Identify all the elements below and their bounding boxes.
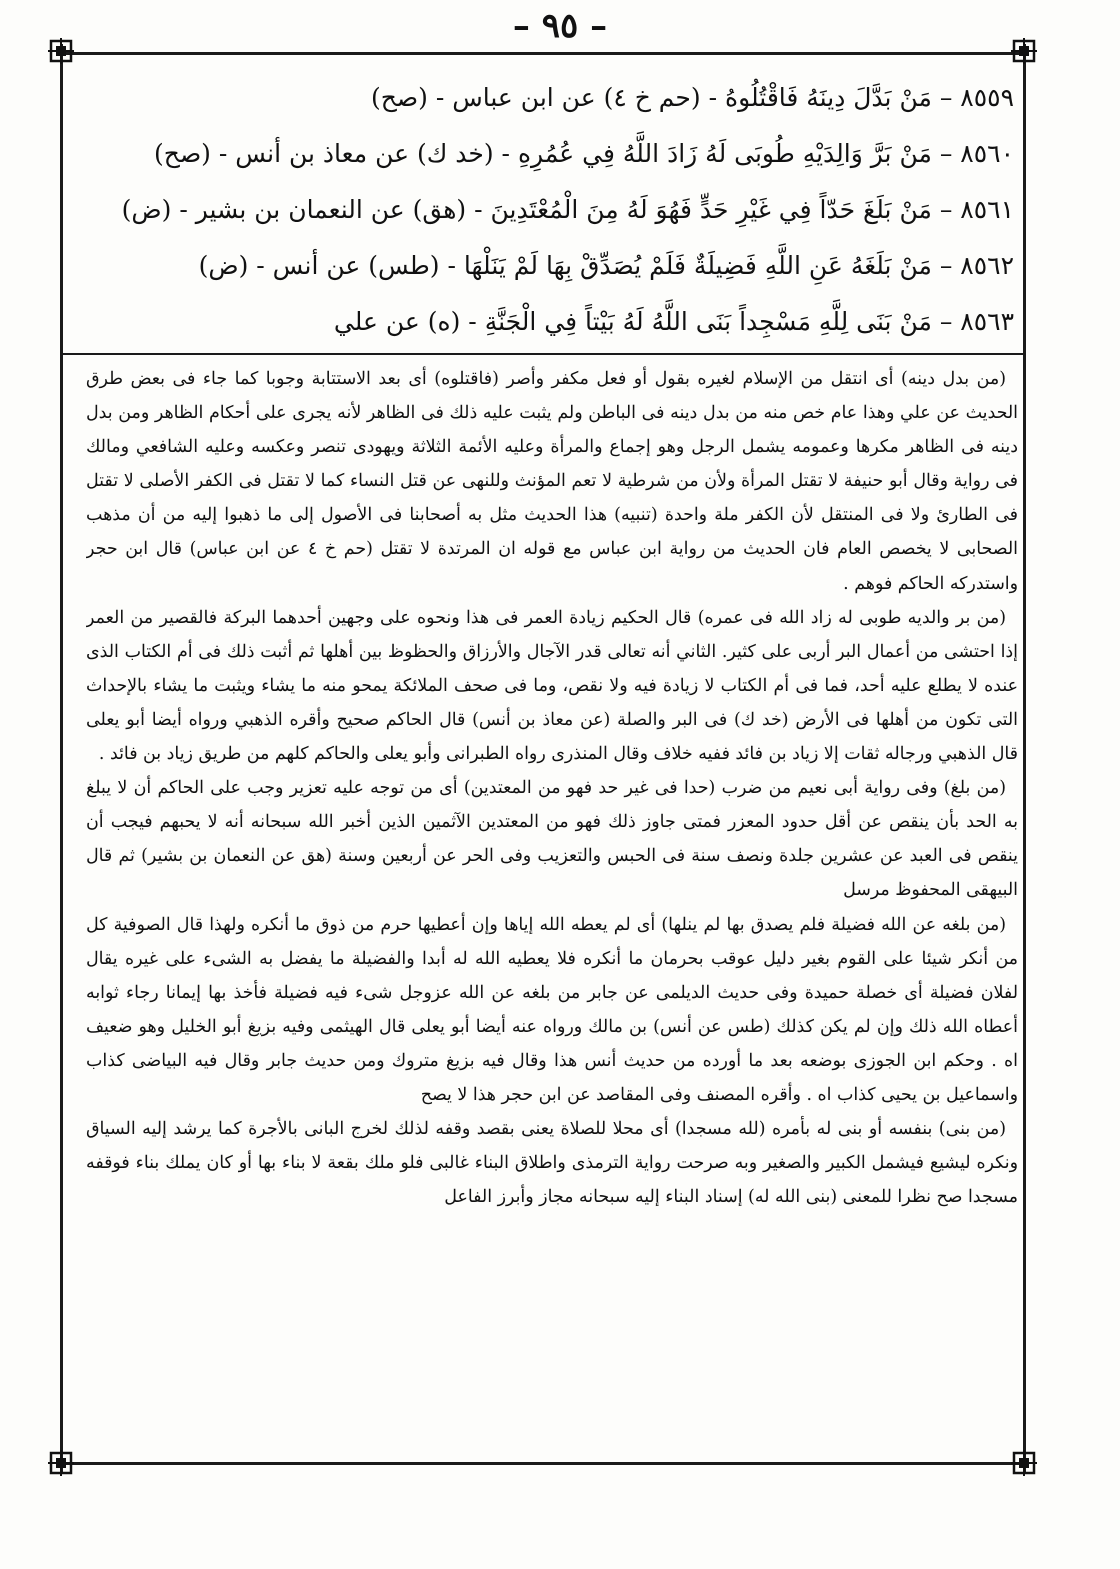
- frame-top-border: [62, 52, 1026, 55]
- commentary-paragraph: (من بدل دينه) أى انتقل من الإسلام لغيره بقول أو فعل مكفر وأصر (فاقتلوه) أى بعد الاستتابة وجوبا كما جاء فى بعض طرق الحديث عن علي وهذا عام خص منه من بدل دينه فى الباطن ولم يثبت عليه ذلك فى الظاهر لأنه يجرى على أحكام الظاهر ومن بدل دينه فى الظاهر مكرها وعمومه يشمل الرجل وهو إجماع والمرأة وعليه الأئمة الثلاثة ويهودى تنصر وعكسه وعليه الشافعي ومالك فى رواية وقال أبو حنيفة لا تقتل المرأة ولأن من شرطية لا تعم المؤنث وللنهى عن قتل النساء كما لا تقتل فى الكفر الأصلى لا تقتل فى الطارئ ولا فى المنتقل لأن الكفر ملة واحدة (تنبيه) هذا الحديث مثل به أصحابنا فى الأصول إلى ما ذهبوا إليه من أن مذهب الصحابى لا يخصص العام فان الحديث من رواية ابن عباس مع قوله ان المرتدة لا تقتل (حم خ ٤ عن ابن عباس) قال ابن حجر واستدركه الحاكم فوهم .: [86, 369, 1018, 594]
- ornamental-corner-icon: [48, 38, 74, 64]
- frame-bottom-border: [62, 1462, 1026, 1465]
- commentary-paragraph: (من بر والديه طوبى له زاد الله فى عمره) قال الحكيم زيادة العمر فى هذا ونحوه على وجهين أحدهما البركة فالقصير من العمر إذا احتشى من أعمال البر أربى على كثير. الثاني أنه تعالى قدر الآجال والأرزاق والحظوظ بين أهلها ثم أثبت ذلك فى أم الكتاب الذى عنده لا يطلع عليه أحد، فما فى أم الكتاب لا زيادة فيه ولا نقص، وما فى صحف الملائكة يمحو منه ما يشاء ويثبت ما يشاء بالإحداث التى تكون من أهلها فى الأرض (خد ك) فى البر والصلة (عن معاذ بن أنس) قال الحاكم صحيح وأقره الذهبي ورواه أيضا أبو يعلى قال الذهبي ورجاله ثقات إلا زياد بن فائد ففيه خلاف وقال المنذرى رواه الطبرانى وأبو يعلى والحاكم كلهم من طريق زياد بن فائد .: [86, 607, 1018, 765]
- commentary-paragraph: (من بلغه عن الله فضيلة فلم يصدق بها لم ينلها) أى لم يعطه الله إياها وإن أعطيها حرم من ذوق ما أنكره ولهذا قال الصوفية كل من أنكر شيئا على القوم بغير دليل عوقب بحرمان ما أنكره فلا يعطيه الله له أبدا والفضيلة ما يفضل به الشىء على غيره يقال لفلان فضيلة أى خصلة حميدة وفى حديث الديلمى عن جابر من بلغه عن الله عزوجل شىء فيه فضيلة فأخذ بها إيمانا رجاء ثوابه أعطاه الله ذلك وإن لم يكن كذلك (طس عن أنس) بن مالك ورواه عنه أيضا أبو يعلى قال الهيثمى وفيه بزيغ أبو الخليل وهو ضعيف اه . وحكم ابن الجوزى بوضعه بعد ما أورده من حديث أنس هذا وقال فيه بزيغ متروك ومن حديث جابر وقال فيه البياضى كذاب واسماعيل بن يحيى كذاب اه . وأقره المصنف وفى المقاصد عن ابن حجر هذا لا يصح: [86, 914, 1018, 1105]
- commentary-paragraph: (من بلغ) وفى رواية أبى نعيم من ضرب (حدا فى غير حد فهو من المعتدين) أى من توجه عليه تعزير وجب على الحاكم أن لا يبلغ به الحد بأن ينقص عن أقل حدود المعزر فمتى جاوز ذلك فهو من المعتدين الآثمين الذين أخبر الله سبحانه أنه لا يحبهم فيجب أن ينقص فى العبد عن عشرين جلدة ونصف سنة فى الحبس والتعزيب وفى الحر عن أربعين وسنة (هق عن النعمان بن بشير) ثم قال البيهقى المحفوظ مرسل: [86, 778, 1018, 901]
- ornamental-corner-icon: [48, 1450, 74, 1476]
- hadith-entry: ٨٥٦٠ – مَنْ بَرَّ وَالِدَيْهِ طُوبَى لَهُ زَادَ اللَّهُ فِي عُمُرِهِ - (خد ك) عن معاذ بن أنس - (صح): [154, 139, 1014, 168]
- frame-left-border: [60, 44, 63, 1472]
- commentary-section: [86, 362, 1018, 1458]
- hadith-list: [90, 70, 1014, 350]
- frame-right-border: [1023, 44, 1026, 1472]
- section-divider: [62, 353, 1024, 355]
- hadith-entry: ٨٥٥٩ – مَنْ بَدَّلَ دِينَهُ فَاقْتُلُوهُ - (حم خ ٤) عن ابن عباس - (صح): [371, 83, 1014, 112]
- ornamental-corner-icon: [1011, 38, 1037, 64]
- page-number: – ٩٥ –: [512, 6, 608, 46]
- hadith-entry: ٨٥٦٣ – مَنْ بَنَى لِلَّهِ مَسْجِداً بَنَى اللَّهُ لَهُ بَيْتاً فِي الْجَنَّةِ - (ه) عن علي: [333, 307, 1014, 336]
- hadith-entry: ٨٥٦٢ – مَنْ بَلَغَهُ عَنِ اللَّهِ فَضِيلَةٌ فَلَمْ يُصَدِّقْ بِهَا لَمْ يَنَلْهَا - (طس) عن أنس - (ض): [198, 251, 1014, 280]
- hadith-entry: ٨٥٦١ – مَنْ بَلَغَ حَدّاً فِي غَيْرِ حَدٍّ فَهُوَ لَهُ مِنَ الْمُعْتَدِينَ - (هق) عن النعمان بن بشير - (ض): [121, 195, 1014, 224]
- commentary-paragraph: (من بنى) بنفسه أو بنى له بأمره (لله مسجدا) أى محلا للصلاة يعنى بقصد وقفه لذلك لخرج البانى بالأجرة كما يرشد إليه السياق ونكره ليشيع فيشمل الكبير والصغير وبه صرحت رواية الترمذى واطلاق البناء غالبى فلو ملك بقعة لا بناء بها أو كان يملك بناء فوقفه مسجدا صح نظرا للمعنى (بنى الله له) إسناد البناء إليه سبحانه مجاز وأبرز الفاعل: [86, 1119, 1018, 1208]
